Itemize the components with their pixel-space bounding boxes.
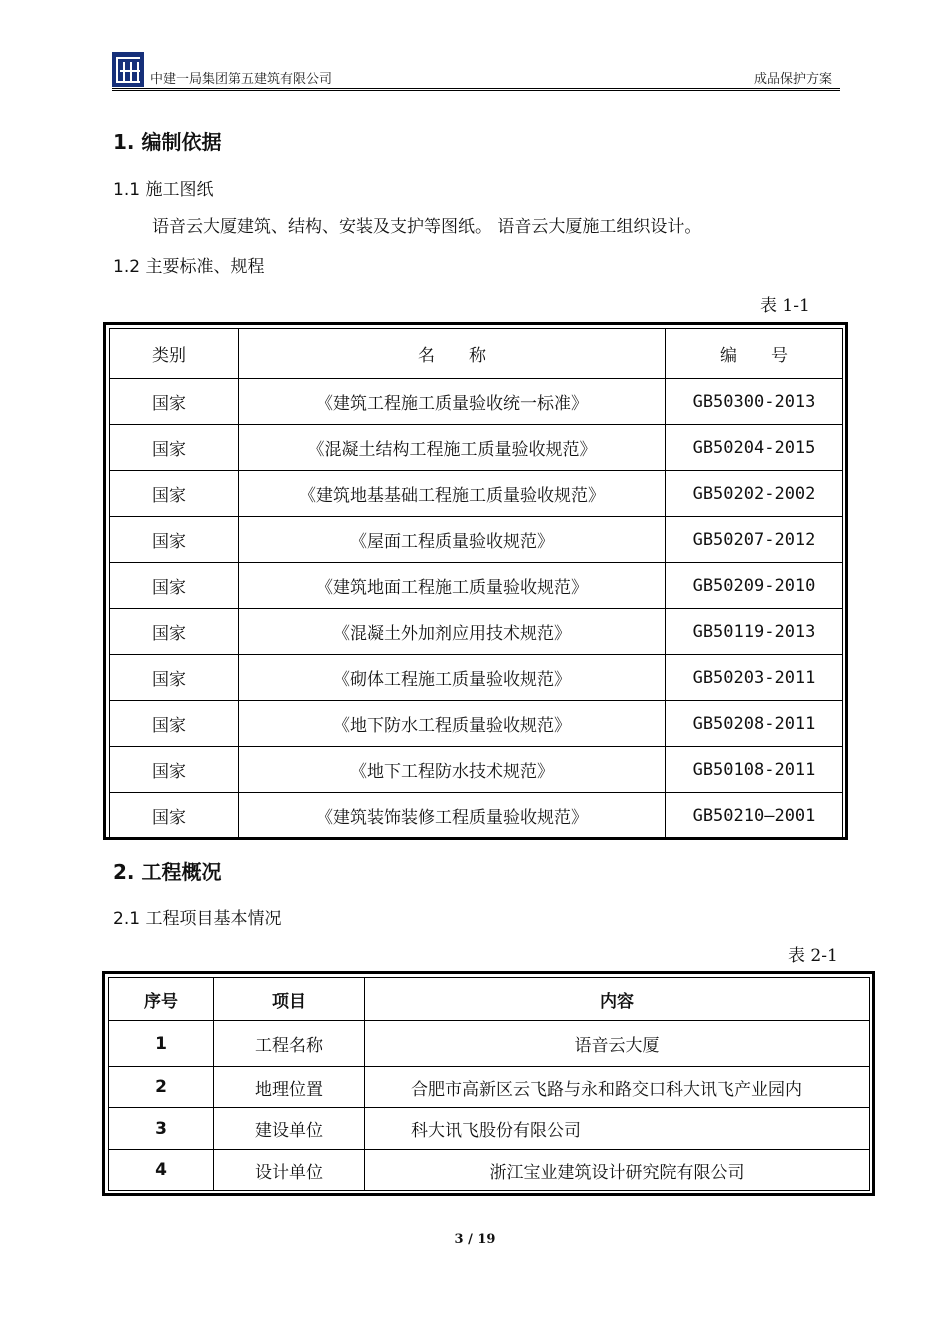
cell-category: 国家 (110, 379, 239, 425)
subsection-1-2-heading: 1.2 主要标准、规程 (113, 257, 265, 277)
table-row (109, 1067, 870, 1108)
table-row (110, 701, 843, 747)
standards-table (103, 322, 848, 840)
header-code: 编 号 (666, 329, 843, 379)
table-row (110, 563, 843, 609)
cell-standard-code: GB50202-2002 (666, 471, 843, 517)
header-company-name: 中建一局集团第五建筑有限公司 (150, 72, 333, 87)
table-2-caption: 表 2-1 (788, 946, 838, 966)
cell-standard-code: GB50203-2011 (666, 655, 843, 701)
cell-seq: 1 (109, 1021, 214, 1067)
cell-content: 语音云大厦 (365, 1021, 870, 1067)
header-divider (112, 88, 840, 89)
table-row (109, 1021, 870, 1067)
cell-category: 国家 (110, 793, 239, 839)
company-logo-icon (112, 52, 144, 87)
cell-standard-name: 《地下防水工程质量验收规范》 (239, 701, 666, 747)
table-row (110, 379, 843, 425)
table-row (110, 793, 843, 839)
cell-standard-name: 《屋面工程质量验收规范》 (239, 517, 666, 563)
table-row (110, 471, 843, 517)
cell-standard-name: 《砌体工程施工质量验收规范》 (239, 655, 666, 701)
subsection-2-1-heading: 2.1 工程项目基本情况 (113, 909, 282, 929)
header-document-title: 成品保护方案 (753, 72, 832, 87)
cell-standard-code: GB50210—2001 (666, 793, 843, 839)
cell-standard-code: GB50108-2011 (666, 747, 843, 793)
cell-content: 浙江宝业建筑设计研究院有限公司 (365, 1150, 870, 1191)
subsection-1-1-heading: 1.1 施工图纸 (113, 180, 214, 200)
header-divider-secondary (112, 90, 840, 91)
cell-seq: 4 (109, 1150, 214, 1191)
cell-standard-name: 《建筑地基基础工程施工质量验收规范》 (239, 471, 666, 517)
cell-category: 国家 (110, 655, 239, 701)
cell-category: 国家 (110, 609, 239, 655)
cell-standard-code: GB50204-2015 (666, 425, 843, 471)
subsection-1-1-text: 语音云大厦建筑、结构、安装及支护等图纸。 语音云大厦施工组织设计。 (152, 217, 702, 237)
cell-standard-code: GB50300-2013 (666, 379, 843, 425)
cell-seq: 2 (109, 1067, 214, 1108)
header-content: 内容 (365, 978, 870, 1021)
cell-standard-name: 《地下工程防水技术规范》 (239, 747, 666, 793)
cell-category: 国家 (110, 563, 239, 609)
cell-standard-code: GB50208-2011 (666, 701, 843, 747)
project-info-table (102, 971, 875, 1196)
cell-item: 工程名称 (214, 1021, 365, 1067)
cell-standard-code: GB50119-2013 (666, 609, 843, 655)
cell-category: 国家 (110, 471, 239, 517)
table-row (109, 1108, 870, 1150)
table-row (110, 747, 843, 793)
cell-seq: 3 (109, 1108, 214, 1150)
cell-category: 国家 (110, 425, 239, 471)
header-seq: 序号 (109, 978, 214, 1021)
cell-standard-code: GB50207-2012 (666, 517, 843, 563)
cell-item: 建设单位 (214, 1108, 365, 1150)
section-1-heading: 1. 编制依据 (113, 130, 222, 154)
cell-standard-name: 《建筑工程施工质量验收统一标准》 (239, 379, 666, 425)
cell-standard-name: 《混凝土外加剂应用技术规范》 (239, 609, 666, 655)
header-category: 类别 (110, 329, 239, 379)
page-header (112, 50, 840, 90)
cell-standard-name: 《建筑装饰装修工程质量验收规范》 (239, 793, 666, 839)
cell-content: 合肥市高新区云飞路与永和路交口科大讯飞产业园内 (365, 1067, 870, 1108)
cell-category: 国家 (110, 517, 239, 563)
header-name: 名 称 (239, 329, 666, 379)
header-item: 项目 (214, 978, 365, 1021)
cell-content: 科大讯飞股份有限公司 (365, 1108, 870, 1150)
table-header-row (109, 978, 870, 1021)
page-number: 3 / 19 (454, 1232, 496, 1247)
cell-standard-name: 《建筑地面工程施工质量验收规范》 (239, 563, 666, 609)
table-row (110, 609, 843, 655)
cell-category: 国家 (110, 701, 239, 747)
table-header-row (110, 329, 843, 379)
cell-category: 国家 (110, 747, 239, 793)
cell-standard-code: GB50209-2010 (666, 563, 843, 609)
table-row (109, 1150, 870, 1191)
table-row (110, 655, 843, 701)
cell-item: 设计单位 (214, 1150, 365, 1191)
table-1-caption: 表 1-1 (760, 296, 810, 316)
section-2-heading: 2. 工程概况 (113, 860, 222, 884)
cell-standard-name: 《混凝土结构工程施工质量验收规范》 (239, 425, 666, 471)
cell-item: 地理位置 (214, 1067, 365, 1108)
table-row (110, 425, 843, 471)
table-row (110, 517, 843, 563)
